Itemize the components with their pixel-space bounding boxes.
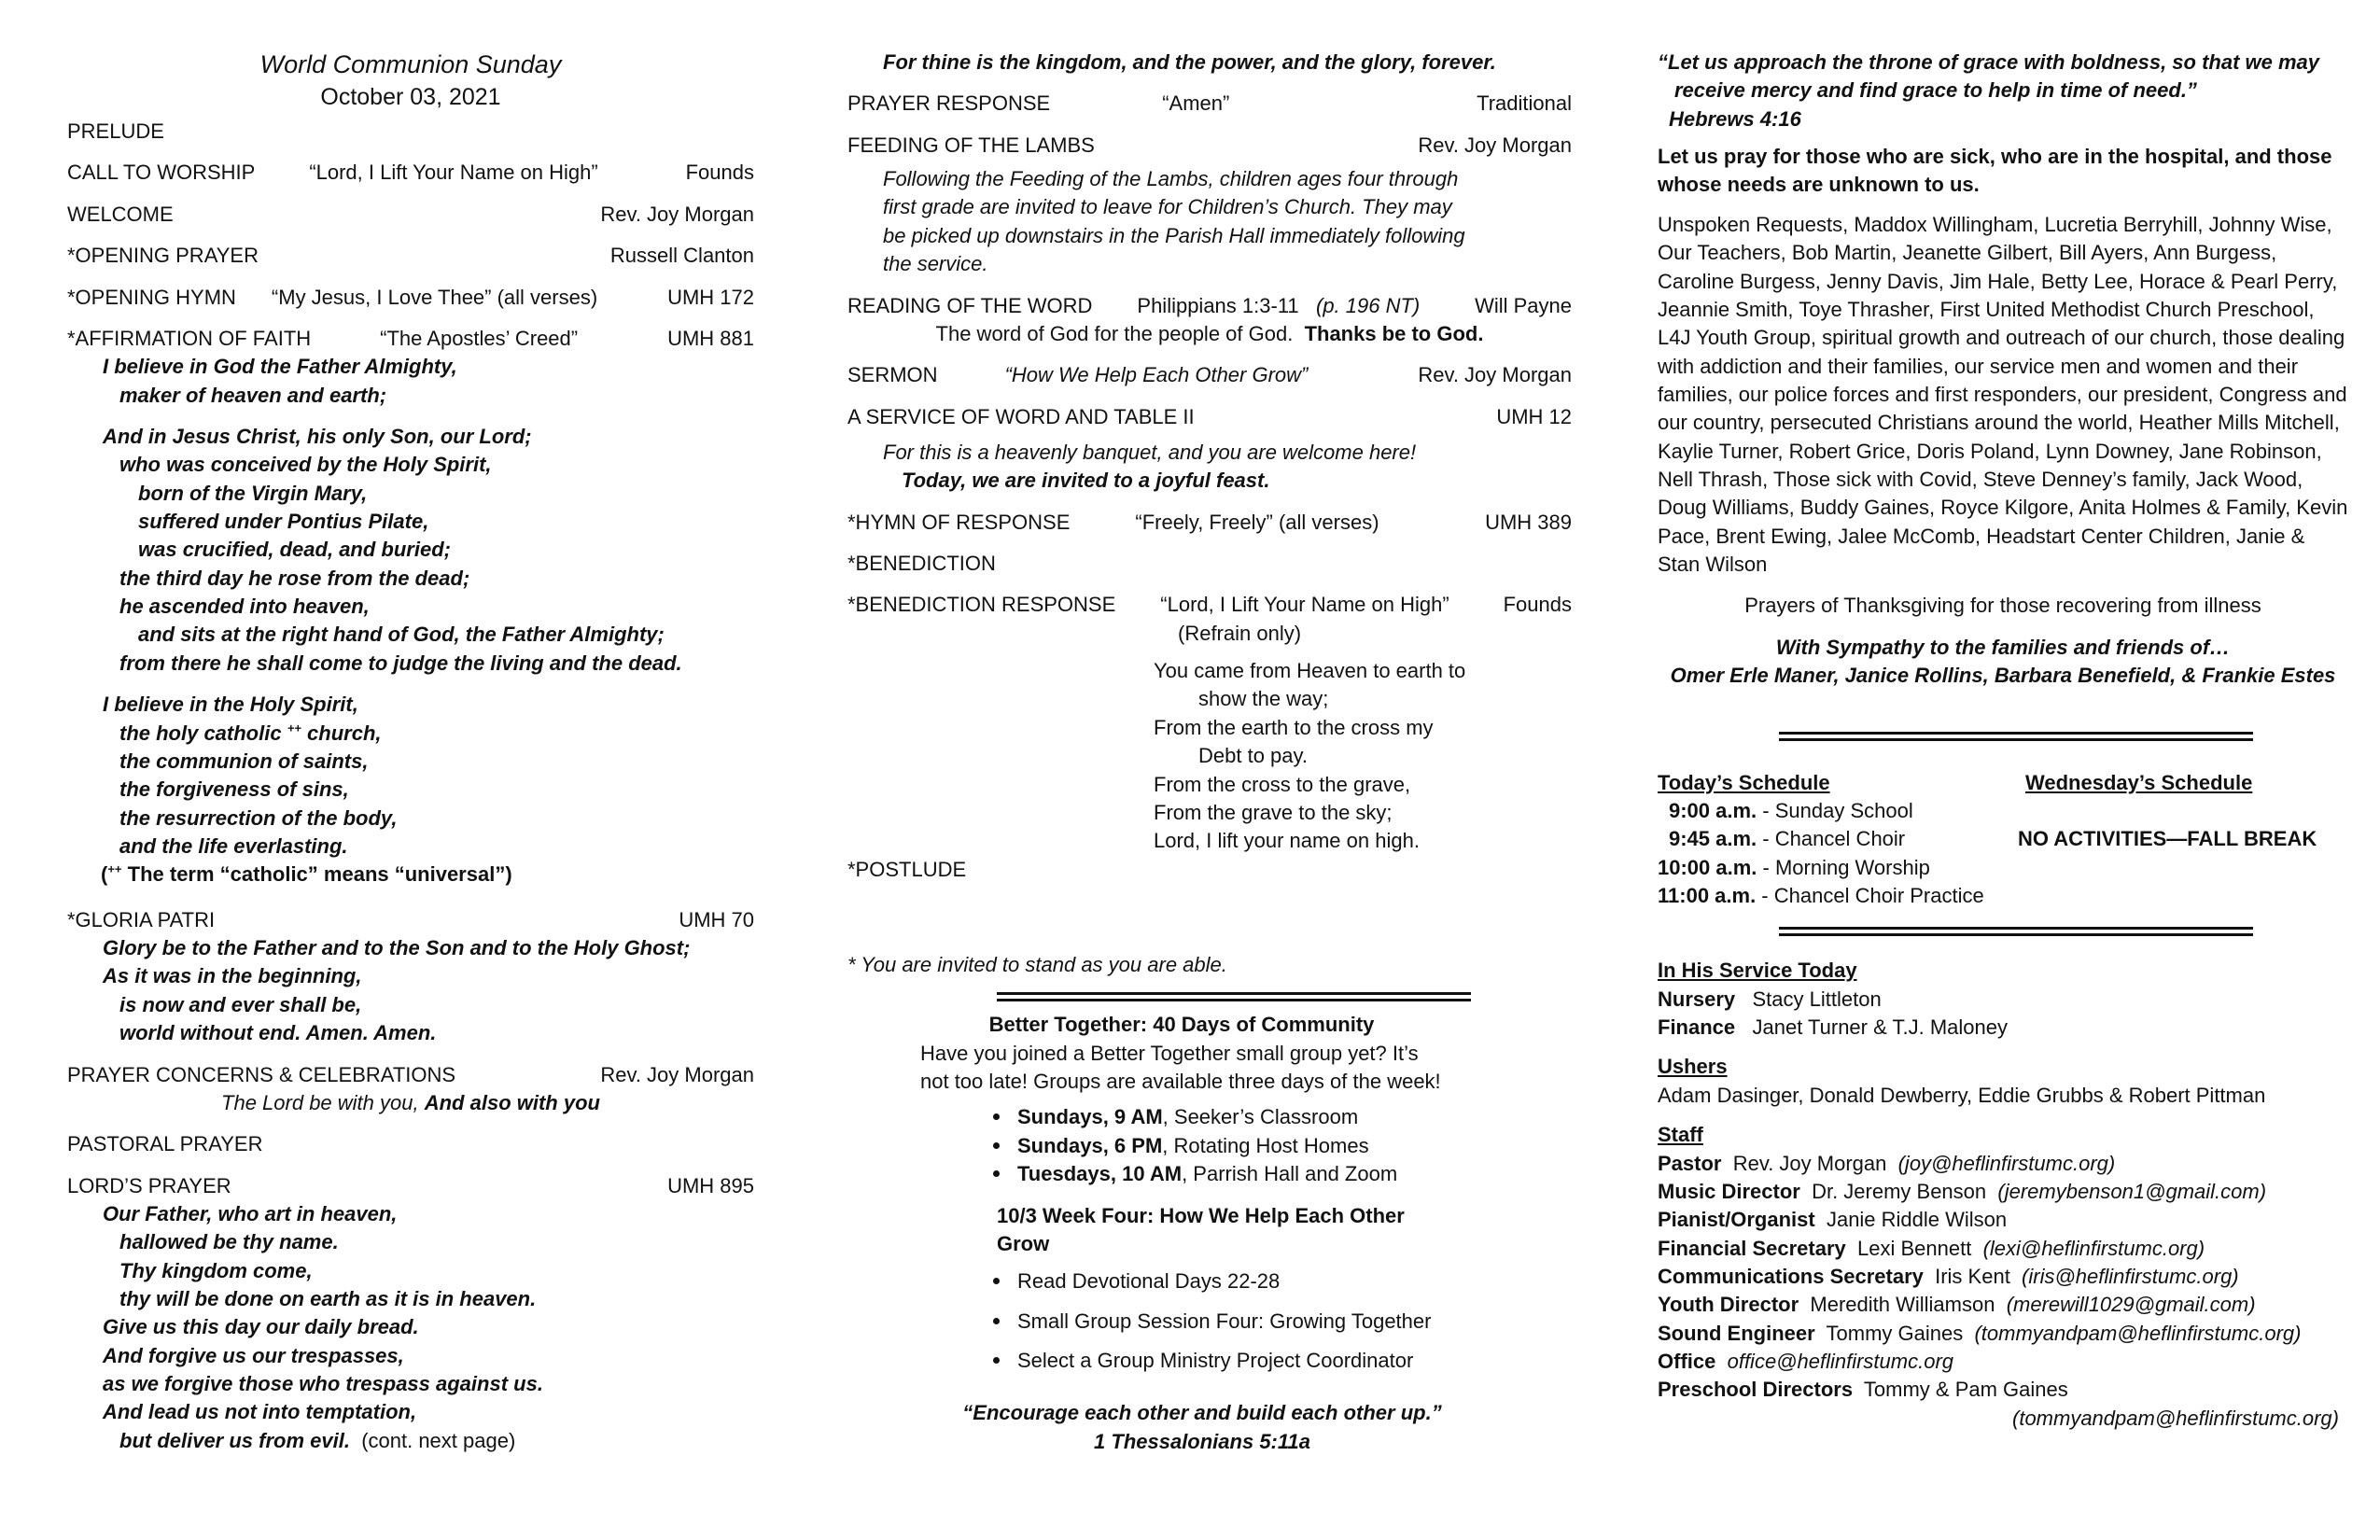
ushers-list: Adam Dasinger, Donald Dewberry, Eddie Grubbs & Robert Pittman bbox=[1658, 1083, 2266, 1107]
reading-of-word: READING OF THE WORD Philippians 1:3-11 (p. 196 NT) Will Payne bbox=[847, 293, 1572, 317]
prelude: PRELUDE bbox=[67, 119, 164, 144]
refrain-lyrics: You came from Heaven to earth to show the way; From the earth to the cross my Debt to pay. From the cross to the grave, From the grave to the sky; Lord, I lift your name on high. bbox=[1154, 659, 1466, 853]
prayer-heading: Let us pray for those who are sick, who are in the hospital, and those whose needs are unknown to us. bbox=[1658, 145, 2332, 197]
opening-hymn: *OPENING HYMN “My Jesus, I Love Thee” (all verses) UMH 172 bbox=[67, 285, 754, 309]
week-item: Read Devotional Days 22-28 bbox=[986, 1267, 1443, 1295]
gloria-text: Glory be to the Father and to the Son and to the Holy Ghost; As it was in the beginning, is now and ever shall be, world without end. Amen. Amen. bbox=[103, 936, 691, 1045]
doxology-line: For thine is the kingdom, and the power, and the glory, forever. bbox=[883, 50, 1496, 74]
concerns-response: The Lord be with you, And also with you bbox=[221, 1090, 600, 1114]
week-title: 10/3 Week Four: How We Help Each Other Grow bbox=[997, 1203, 1405, 1255]
lambs-note: Following the Feeding of the Lambs, children ages four through first grade are invited to leave for Children’s Church. They may be picked up downstairs in the Parish Hall immediately following the service. bbox=[883, 167, 1465, 276]
hymn-of-response: *HYMN OF RESPONSE “Freely, Freely” (all verses) UMH 389 bbox=[847, 510, 1572, 534]
prayer-concerns: PRAYER CONCERNS & CELEBRATIONS Rev. Joy Morgan bbox=[67, 1062, 754, 1086]
order-of-worship-part2 bbox=[847, 49, 1572, 1456]
sermon: SERMON “How We Help Each Other Grow” Rev. Joy Morgan bbox=[847, 363, 1572, 387]
gloria-patri: *GLORIA PATRI UMH 70 bbox=[67, 907, 754, 931]
apostles-creed: I believe in God the Father Almighty, maker of heaven and earth; And in Jesus Christ, his only Son, our Lord; who was conceived by the Holy Spirit, born of the Virgin Mary, suffered under Pontius Pilate, was crucified, dead, and buried; the third day he rose from the dead; he ascended into heaven, and sits at the right hand of God, the Father Almighty; from there he shall come to judge the living and the dead. I believe in the Holy Spirit, the holy catholic ++ church, the communion of saints, the forgiveness of sins, the resurrection of the body, and the life everlasting. bbox=[103, 355, 682, 858]
prayer-response: PRAYER RESPONSE “Amen” Traditional bbox=[847, 91, 1572, 116]
stand-note: * You are invited to stand as you are able. bbox=[847, 952, 1227, 976]
closing-verse-ref: 1 Thessalonians 5:11a bbox=[1094, 1429, 1310, 1453]
schedule bbox=[1658, 769, 2348, 911]
lords-prayer-text: Our Father, who art in heaven, hallowed be thy name. Thy kingdom come, thy will be done on earth as it is in heaven. Give us this day our daily bread. And forgive us our trespasses, as we forgive those who trespass against us. And lead us not into temptation, but deliver us from evil. (cont. next page) bbox=[103, 1201, 543, 1452]
in-his-service: In His Service Today Nursery Stacy Littleton Finance Janet Turner & T.J. Maloney Ushers Adam Dasinger, Donald Dewberry, Eddie Grubbs & Robert Pittman Staff Pastor Rev. Joy Morgan (joy@heflinfirstumc.org) Music Director Dr. Jeremy Benson (jeremybenson1@gmail.com) Pianist/Organist Janie Riddle Wilson Financial Secretary Lexi Bennett (lexi@heflinfirstumc.org) Communications Secretary Iris Kent (iris@heflinfirstumc.org) Youth Director Meredith Williamson (merewill1029@gmail.com) Sound Engineer Tommy Gaines (tommyandpam@heflinfirstumc.org) Office office@heflinfirstumc.org Preschool Directors Tommy & Pam Gaines (tommyandpam@heflinfirstumc.org) bbox=[1658, 957, 2348, 1433]
closing-verse: “Encourage each other and build each other up.” bbox=[962, 1401, 1442, 1425]
group-tuesdays: Tuesdays, 10 AM, Parrish Hall and Zoom bbox=[986, 1160, 1443, 1188]
divider bbox=[997, 992, 1471, 1001]
continued-note: (cont. next page) bbox=[361, 1428, 516, 1452]
opening-prayer: *OPENING PRAYER Russell Clanton bbox=[67, 244, 754, 268]
banquet-line: For this is a heavenly banquet, and you are welcome here! bbox=[883, 440, 1417, 464]
refrain-note: (Refrain only) bbox=[1178, 621, 1302, 645]
hebrews-quote: “Let us approach the throne of grace with boldness, so that we may bbox=[1658, 50, 2320, 74]
better-together: Better Together: 40 Days of Community Have you joined a Better Together small group yet? It’s not too late! Groups are available three days of the week! Sundays, 9 AM, Seeker’s Classroom Sundays, 6 PM, Rotating Host Homes Tuesdays, 10 AM, Parrish Hall and Zoom 10/3 Week Four: How We Help Each Other Grow Read Devotional Days 22-28 Small Group Session Four: Growing Together Select a Group Ministry Project Coordinator bbox=[920, 1011, 1443, 1375]
thanksgiving-note: Prayers of Thanksgiving for those recovering from illness bbox=[1744, 594, 2261, 618]
service-word-table: A SERVICE OF WORD AND TABLE II UMH 12 bbox=[847, 404, 1572, 428]
word-response: The word of God for the people of God. Thanks be to God. bbox=[935, 321, 1484, 345]
group-sundays-6: Sundays, 6 PM, Rotating Host Homes bbox=[986, 1132, 1443, 1160]
joyful-feast: Today, we are invited to a joyful feast. bbox=[902, 469, 1270, 493]
postlude: *POSTLUDE bbox=[847, 857, 967, 881]
group-sundays-9: Sundays, 9 AM, Seeker’s Classroom bbox=[986, 1103, 1443, 1131]
staff-list: Pastor Rev. Joy Morgan (joy@heflinfirstumc.org) Music Director Dr. Jeremy Benson (jeremybenson1@gmail.com) Pianist/Organist Janie Riddle Wilson Financial Secretary Lexi Bennett (lexi@heflinfirstumc.org) Communications Secretary Iris Kent (iris@heflinfirstumc.org) Youth Director Meredith Williamson (merewill1029@gmail.com) Sound Engineer Tommy Gaines (tommyandpam@heflinfirstumc.org) Office office@heflinfirstumc.org Preschool Directors Tommy & Pam Gaines (tommyandpam@heflinfirstumc.org) bbox=[1658, 1151, 2339, 1430]
hebrews-ref: Hebrews 4:16 bbox=[1669, 106, 1801, 131]
benediction: *BENEDICTION bbox=[847, 552, 996, 576]
week-item: Select a Group Ministry Project Coordinator bbox=[986, 1347, 1443, 1375]
call-to-worship: CALL TO WORSHIP “Lord, I Lift Your Name on High” Founds bbox=[67, 161, 754, 185]
todays-schedule: Today’s Schedule 9:00 a.m. - Sunday School 9:45 a.m. - Chancel Choir 10:00 a.m. - Morning Worship 11:00 a.m. - Chancel Choir Practice bbox=[1658, 770, 1984, 907]
week-item: Small Group Session Four: Growing Together bbox=[986, 1308, 1443, 1336]
sympathy-names: Omer Erle Maner, Janice Rollins, Barbara Benefield, & Frankie Estes bbox=[1670, 664, 2336, 688]
feeding-of-lambs: FEEDING OF THE LAMBS Rev. Joy Morgan bbox=[847, 133, 1572, 157]
lords-prayer: LORD’S PRAYER UMH 895 bbox=[67, 1173, 754, 1197]
welcome: WELCOME Rev. Joy Morgan bbox=[67, 202, 754, 226]
bulletin-date: October 03, 2021 bbox=[320, 84, 501, 111]
bulletin-title: World Communion Sunday bbox=[259, 50, 562, 78]
pastoral-prayer: PASTORAL PRAYER bbox=[67, 1132, 263, 1156]
prayer-requests: Unspoken Requests, Maddox Willingham, Lucretia Berryhill, Johnny Wise, Our Teachers, Bob Martin, Jeanette Gilbert, Bill Ayers, Ann Burgess, Caroline Burgess, Jenny Davis, Jim Hale, Betty Lee, Horace & Pearl Perry, Jeannie Smith, Toye Thrasher, First United Methodist Church Preschool, L4J Youth Group, spiritual growth and outreach of our church, those dealing with addiction and their families, our service men and women and their families, our police forces and first responders, our president, Congress and our country, persecuted Christians around the world, Heather Mills Mitchell, Kaylie Turner, Robert Grice, Doris Poland, Lynn Downey, Jane Robinson, Nell Thrash, Those sick with Covid, Steve Denney’s family, Jack Wood, Doug Williams, Buddy Gaines, Royce Kilgore, Anita Holmes & Family, Kevin Pace, Brent Ewing, Jalee McComb, Headstart Center Children, Janie & Stan Wilson bbox=[1658, 212, 2348, 577]
creed-footnote: (++ The term “catholic” means “universal”) bbox=[101, 862, 512, 887]
affirmation-of-faith: *AFFIRMATION OF FAITH “The Apostles’ Creed” UMH 881 bbox=[67, 326, 754, 350]
divider bbox=[1779, 927, 2253, 936]
benediction-response: *BENEDICTION RESPONSE “Lord, I Lift Your Name on High” Founds bbox=[847, 593, 1572, 617]
wednesday-schedule: Wednesday’s Schedule NO ACTIVITIES—FALL BREAK bbox=[2018, 770, 2317, 850]
divider bbox=[1779, 732, 2253, 741]
sympathy-heading: With Sympathy to the families and friends of… bbox=[1775, 635, 2231, 659]
order-of-worship-part1 bbox=[67, 49, 754, 1455]
announcements: “Let us approach the throne of grace with boldness, so that we may receive mercy and find grace to help in time of need.” Hebrews 4:16 Let us pray for those who are sick, who are in the hospital, and those whose needs are unknown to us. Unspoken Requests, Maddox Willingham, Lucretia Berryhill, Johnny Wise, Our Teachers, Bob Martin, Jeanette Gilbert, Bill Ayers, Ann Burgess, Caroline Burgess, Jenny Davis, Jim Hale, Betty Lee, Horace & Pearl Perry, Jeannie Smith, Toye Thrasher, First United Methodist Church Preschool, L4J Youth Group, spiritual growth and outreach of our church, those dealing with addiction and their families, our service men and women and their families, our police forces and first responders, our president, Congress and our country, persecuted Christians around the world, Heather Mills Mitchell, Kaylie Turner, Robert Grice, Doris Poland, Lynn Downey, Jane Robinson, Nell Thrash, Those sick with Covid, Steve Denney’s family, Jack Wood, Doug Williams, Buddy Gaines, Royce Kilgore, Anita Holmes & Family, Kevin Pace, Brent Ewing, Jalee McComb, Headstart Center Children, Janie & Stan Wilson Prayers of Thanksgiving for those recovering from illness With Sympathy to the families and friends of… Omer Erle Maner, Janice Rollins, Barbara Benefield, & Frankie Estes Today’s Schedule 9:00 a.m. - Sunday School 9:45 a.m. - Chancel Choir 10:00 a.m. - Morning Worship 11:00 a.m. - Chancel Choir Practice Wednesday’s Schedule NO ACTIVITIES—FALL BREAK In His Service Today Nursery Stacy Littleton Finance Janet Turner & T.J. Maloney Ushers Adam Dasinger, Donald Dewberry, Eddie Grubbs & Robert Pittman Staff Pastor Rev. Joy Morgan (joy@heflinfirstumc.org) Music Director Dr. Jeremy Benson (jeremybenson1@gmail.com) Pianist/Organist Janie Riddle Wilson Financial Secretary Lexi Bennett (lexi@heflinfirstumc.org) Communications Secretary Iris Kent (iris@heflinfirstumc.org) Youth Director Meredith Williamson (merewill1029@gmail.com) Sound Engineer Tommy Gaines (tommyandpam@heflinfirstumc.org) Office office@heflinfirstumc.org Preschool Directors Tommy & Pam Gaines (tommyandpam@heflinfirstumc.org) bbox=[1658, 49, 2348, 1433]
